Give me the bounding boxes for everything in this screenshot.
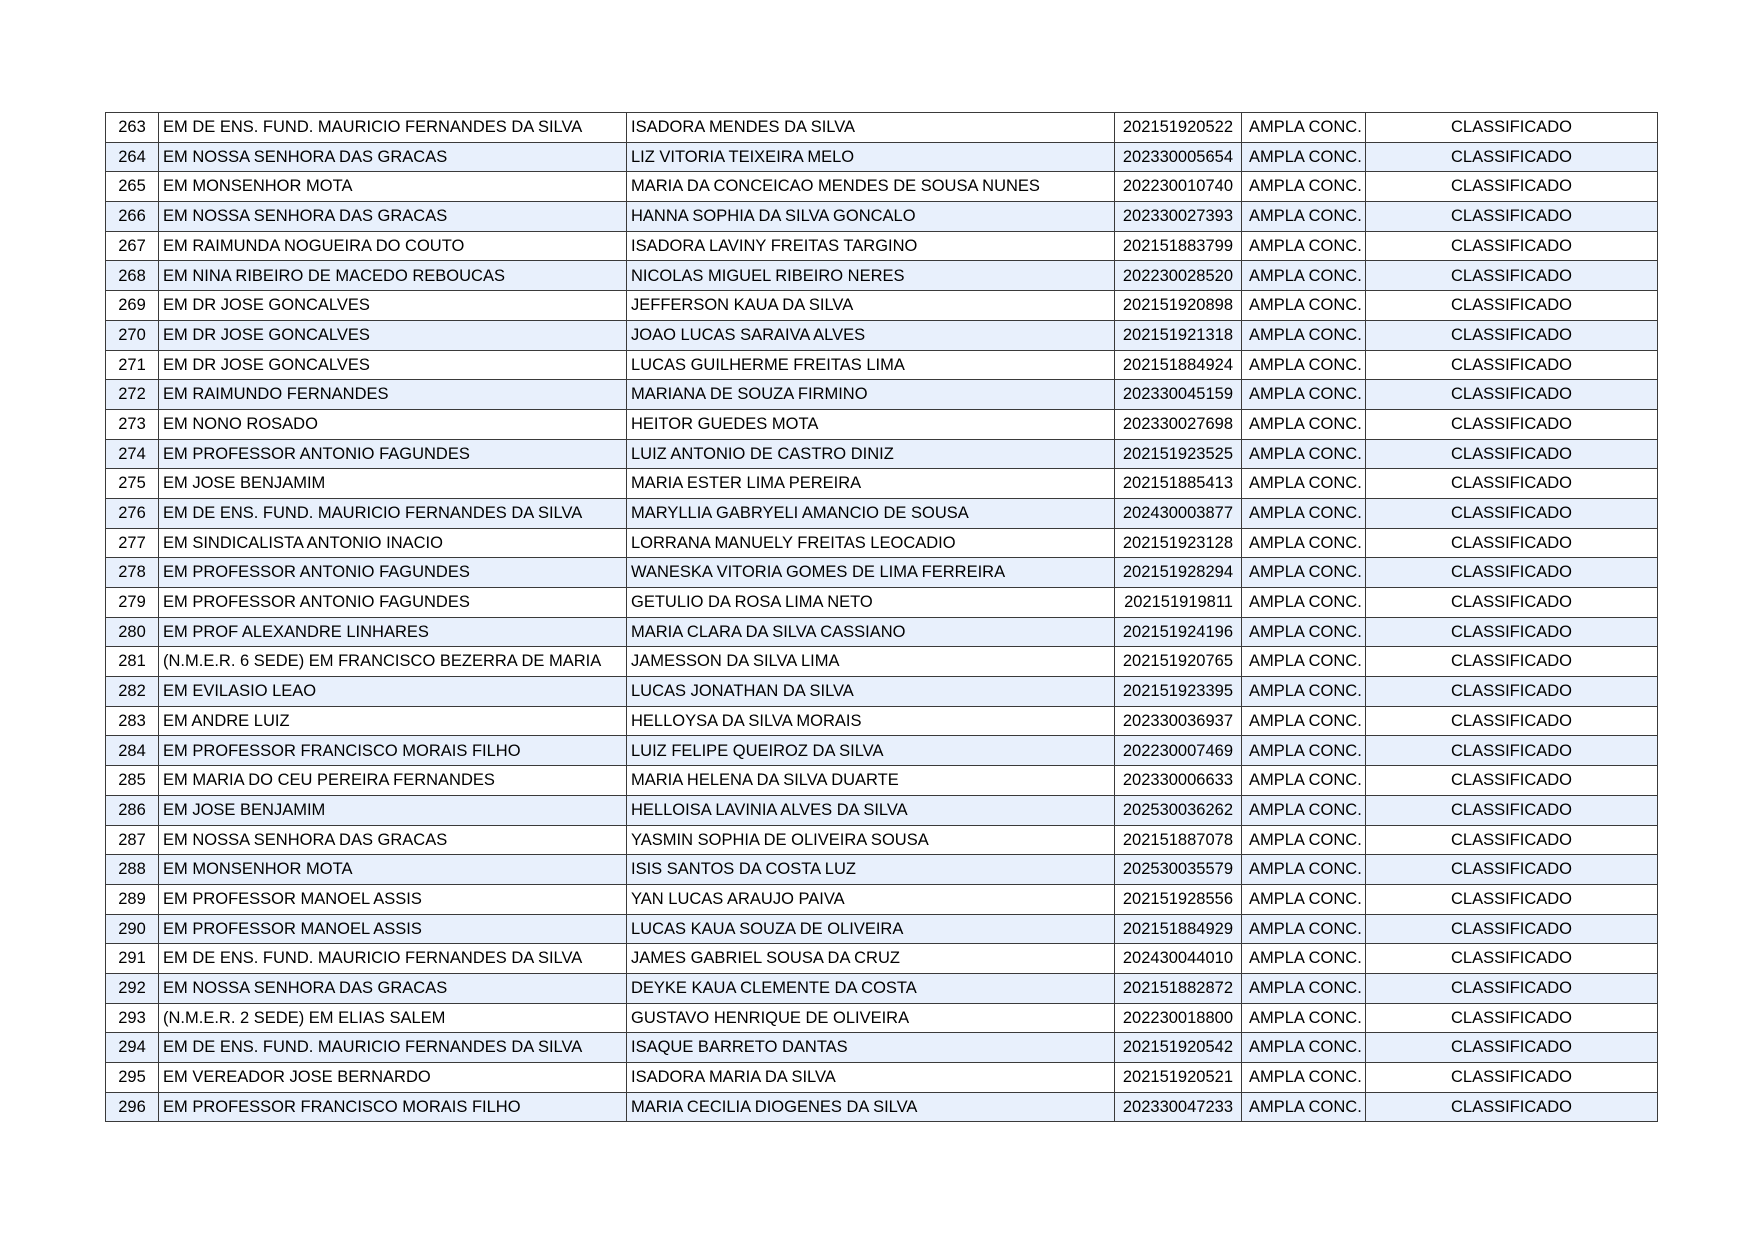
registration-code: 202330045159 (1115, 380, 1242, 410)
school-name: EM PROFESSOR ANTONIO FAGUNDES (159, 558, 627, 588)
registration-code: 202151884924 (1115, 350, 1242, 380)
school-name: (N.M.E.R. 2 SEDE) EM ELIAS SALEM (159, 1003, 627, 1033)
registration-code: 202430003877 (1115, 498, 1242, 528)
registration-code: 202330036937 (1115, 706, 1242, 736)
table-row (106, 855, 1658, 885)
registration-code: 202151882872 (1115, 973, 1242, 1003)
row-number: 267 (106, 231, 159, 261)
table-row (106, 617, 1658, 647)
row-number: 281 (106, 647, 159, 677)
row-number: 273 (106, 409, 159, 439)
row-number: 277 (106, 528, 159, 558)
school-name: EM MARIA DO CEU PEREIRA FERNANDES (159, 766, 627, 796)
status-cell: CLASSIFICADO (1366, 1033, 1658, 1063)
school-name: EM JOSE BENJAMIM (159, 469, 627, 499)
registration-code: 202151921318 (1115, 320, 1242, 350)
student-name: LORRANA MANUELY FREITAS LEOCADIO (627, 528, 1115, 558)
student-name: MARIA CECILIA DIOGENES DA SILVA (627, 1092, 1115, 1122)
quota-category: AMPLA CONC. (1242, 1033, 1366, 1063)
row-number: 266 (106, 202, 159, 232)
quota-category: AMPLA CONC. (1242, 350, 1366, 380)
student-name: JAMES GABRIEL SOUSA DA CRUZ (627, 944, 1115, 974)
quota-category: AMPLA CONC. (1242, 231, 1366, 261)
student-name: GETULIO DA ROSA LIMA NETO (627, 588, 1115, 618)
table-row (106, 677, 1658, 707)
table-row (106, 588, 1658, 618)
status-cell: CLASSIFICADO (1366, 320, 1658, 350)
status-cell: CLASSIFICADO (1366, 944, 1658, 974)
table-row (106, 380, 1658, 410)
status-cell: CLASSIFICADO (1366, 261, 1658, 291)
school-name: EM PROFESSOR MANOEL ASSIS (159, 914, 627, 944)
school-name: EM PROFESSOR FRANCISCO MORAIS FILHO (159, 1092, 627, 1122)
table-row (106, 973, 1658, 1003)
table-row (106, 914, 1658, 944)
status-cell: CLASSIFICADO (1366, 291, 1658, 321)
row-number: 268 (106, 261, 159, 291)
table-row (106, 558, 1658, 588)
status-cell: CLASSIFICADO (1366, 469, 1658, 499)
table-row (106, 825, 1658, 855)
registration-code: 202151923128 (1115, 528, 1242, 558)
quota-category: AMPLA CONC. (1242, 498, 1366, 528)
quota-category: AMPLA CONC. (1242, 795, 1366, 825)
registration-code: 202230028520 (1115, 261, 1242, 291)
row-number: 269 (106, 291, 159, 321)
registration-code: 202151919811 (1115, 588, 1242, 618)
table-row (106, 706, 1658, 736)
registration-code: 202151928294 (1115, 558, 1242, 588)
status-cell: CLASSIFICADO (1366, 1063, 1658, 1093)
school-name: EM DE ENS. FUND. MAURICIO FERNANDES DA SILVA (159, 113, 627, 143)
results-sheet (105, 112, 1657, 1122)
table-row (106, 172, 1658, 202)
status-cell: CLASSIFICADO (1366, 498, 1658, 528)
school-name: EM MONSENHOR MOTA (159, 855, 627, 885)
row-number: 278 (106, 558, 159, 588)
school-name: EM PROFESSOR ANTONIO FAGUNDES (159, 439, 627, 469)
school-name: EM DE ENS. FUND. MAURICIO FERNANDES DA SILVA (159, 1033, 627, 1063)
student-name: JEFFERSON KAUA DA SILVA (627, 291, 1115, 321)
status-cell: CLASSIFICADO (1366, 528, 1658, 558)
school-name: EM RAIMUNDA NOGUEIRA DO COUTO (159, 231, 627, 261)
registration-code: 202230018800 (1115, 1003, 1242, 1033)
quota-category: AMPLA CONC. (1242, 1003, 1366, 1033)
quota-category: AMPLA CONC. (1242, 944, 1366, 974)
table-row (106, 1033, 1658, 1063)
quota-category: AMPLA CONC. (1242, 647, 1366, 677)
school-name: EM RAIMUNDO FERNANDES (159, 380, 627, 410)
student-name: MARIA ESTER LIMA PEREIRA (627, 469, 1115, 499)
quota-category: AMPLA CONC. (1242, 736, 1366, 766)
status-cell: CLASSIFICADO (1366, 914, 1658, 944)
row-number: 272 (106, 380, 159, 410)
registration-code: 202530035579 (1115, 855, 1242, 885)
registration-code: 202151920765 (1115, 647, 1242, 677)
student-name: HANNA SOPHIA DA SILVA GONCALO (627, 202, 1115, 232)
registration-code: 202330047233 (1115, 1092, 1242, 1122)
row-number: 271 (106, 350, 159, 380)
quota-category: AMPLA CONC. (1242, 1063, 1366, 1093)
school-name: EM DE ENS. FUND. MAURICIO FERNANDES DA SILVA (159, 498, 627, 528)
student-name: LUCAS JONATHAN DA SILVA (627, 677, 1115, 707)
table-row (106, 469, 1658, 499)
registration-code: 202330027698 (1115, 409, 1242, 439)
registration-code: 202151924196 (1115, 617, 1242, 647)
status-cell: CLASSIFICADO (1366, 973, 1658, 1003)
table-row (106, 409, 1658, 439)
quota-category: AMPLA CONC. (1242, 320, 1366, 350)
row-number: 263 (106, 113, 159, 143)
registration-code: 202330006633 (1115, 766, 1242, 796)
registration-code: 202151920522 (1115, 113, 1242, 143)
school-name: EM VEREADOR JOSE BERNARDO (159, 1063, 627, 1093)
student-name: MARIA CLARA DA SILVA CASSIANO (627, 617, 1115, 647)
school-name: EM ANDRE LUIZ (159, 706, 627, 736)
status-cell: CLASSIFICADO (1366, 113, 1658, 143)
status-cell: CLASSIFICADO (1366, 409, 1658, 439)
quota-category: AMPLA CONC. (1242, 766, 1366, 796)
status-cell: CLASSIFICADO (1366, 172, 1658, 202)
table-row (106, 320, 1658, 350)
status-cell: CLASSIFICADO (1366, 825, 1658, 855)
school-name: EM JOSE BENJAMIM (159, 795, 627, 825)
quota-category: AMPLA CONC. (1242, 677, 1366, 707)
student-name: MARYLLIA GABRYELI AMANCIO DE SOUSA (627, 498, 1115, 528)
registration-code: 202430044010 (1115, 944, 1242, 974)
status-cell: CLASSIFICADO (1366, 677, 1658, 707)
school-name: EM NINA RIBEIRO DE MACEDO REBOUCAS (159, 261, 627, 291)
school-name: EM MONSENHOR MOTA (159, 172, 627, 202)
table-row (106, 736, 1658, 766)
status-cell: CLASSIFICADO (1366, 142, 1658, 172)
student-name: HELLOISA LAVINIA ALVES DA SILVA (627, 795, 1115, 825)
table-row (106, 142, 1658, 172)
status-cell: CLASSIFICADO (1366, 350, 1658, 380)
quota-category: AMPLA CONC. (1242, 113, 1366, 143)
table-row (106, 766, 1658, 796)
quota-category: AMPLA CONC. (1242, 202, 1366, 232)
student-name: WANESKA VITORIA GOMES DE LIMA FERREIRA (627, 558, 1115, 588)
registration-code: 202151887078 (1115, 825, 1242, 855)
table-row (106, 884, 1658, 914)
quota-category: AMPLA CONC. (1242, 261, 1366, 291)
student-name: GUSTAVO HENRIQUE DE OLIVEIRA (627, 1003, 1115, 1033)
status-cell: CLASSIFICADO (1366, 766, 1658, 796)
quota-category: AMPLA CONC. (1242, 855, 1366, 885)
registration-code: 202151920521 (1115, 1063, 1242, 1093)
quota-category: AMPLA CONC. (1242, 706, 1366, 736)
student-name: ISADORA MARIA DA SILVA (627, 1063, 1115, 1093)
table-row (106, 350, 1658, 380)
quota-category: AMPLA CONC. (1242, 469, 1366, 499)
quota-category: AMPLA CONC. (1242, 588, 1366, 618)
table-row (106, 291, 1658, 321)
student-name: LUCAS KAUA SOUZA DE OLIVEIRA (627, 914, 1115, 944)
quota-category: AMPLA CONC. (1242, 528, 1366, 558)
row-number: 285 (106, 766, 159, 796)
school-name: EM PROFESSOR FRANCISCO MORAIS FILHO (159, 736, 627, 766)
status-cell: CLASSIFICADO (1366, 647, 1658, 677)
table-row (106, 1063, 1658, 1093)
quota-category: AMPLA CONC. (1242, 558, 1366, 588)
table-row (106, 944, 1658, 974)
student-name: ISAQUE BARRETO DANTAS (627, 1033, 1115, 1063)
table-row (106, 113, 1658, 143)
quota-category: AMPLA CONC. (1242, 617, 1366, 647)
student-name: DEYKE KAUA CLEMENTE DA COSTA (627, 973, 1115, 1003)
school-name: EM DE ENS. FUND. MAURICIO FERNANDES DA SILVA (159, 944, 627, 974)
school-name: (N.M.E.R. 6 SEDE) EM FRANCISCO BEZERRA DE MARIA (159, 647, 627, 677)
student-name: MARIANA DE SOUZA FIRMINO (627, 380, 1115, 410)
school-name: EM NOSSA SENHORA DAS GRACAS (159, 142, 627, 172)
school-name: EM DR JOSE GONCALVES (159, 320, 627, 350)
school-name: EM SINDICALISTA ANTONIO INACIO (159, 528, 627, 558)
row-number: 295 (106, 1063, 159, 1093)
status-cell: CLASSIFICADO (1366, 231, 1658, 261)
registration-code: 202330027393 (1115, 202, 1242, 232)
registration-code: 202230010740 (1115, 172, 1242, 202)
quota-category: AMPLA CONC. (1242, 291, 1366, 321)
registration-code: 202151885413 (1115, 469, 1242, 499)
student-name: HELLOYSA DA SILVA MORAIS (627, 706, 1115, 736)
quota-category: AMPLA CONC. (1242, 973, 1366, 1003)
row-number: 280 (106, 617, 159, 647)
student-name: JAMESSON DA SILVA LIMA (627, 647, 1115, 677)
quota-category: AMPLA CONC. (1242, 409, 1366, 439)
student-name: YASMIN SOPHIA DE OLIVEIRA SOUSA (627, 825, 1115, 855)
classification-table (105, 112, 1658, 1122)
row-number: 287 (106, 825, 159, 855)
school-name: EM NONO ROSADO (159, 409, 627, 439)
quota-category: AMPLA CONC. (1242, 142, 1366, 172)
table-row (106, 202, 1658, 232)
table-row (106, 498, 1658, 528)
row-number: 279 (106, 588, 159, 618)
student-name: NICOLAS MIGUEL RIBEIRO NERES (627, 261, 1115, 291)
row-number: 294 (106, 1033, 159, 1063)
student-name: HEITOR GUEDES MOTA (627, 409, 1115, 439)
school-name: EM NOSSA SENHORA DAS GRACAS (159, 825, 627, 855)
table-row (106, 261, 1658, 291)
status-cell: CLASSIFICADO (1366, 617, 1658, 647)
status-cell: CLASSIFICADO (1366, 588, 1658, 618)
row-number: 284 (106, 736, 159, 766)
school-name: EM NOSSA SENHORA DAS GRACAS (159, 973, 627, 1003)
table-row (106, 795, 1658, 825)
status-cell: CLASSIFICADO (1366, 1003, 1658, 1033)
registration-code: 202151920898 (1115, 291, 1242, 321)
student-name: ISADORA LAVINY FREITAS TARGINO (627, 231, 1115, 261)
row-number: 290 (106, 914, 159, 944)
student-name: ISIS SANTOS DA COSTA LUZ (627, 855, 1115, 885)
student-name: LUIZ ANTONIO DE CASTRO DINIZ (627, 439, 1115, 469)
status-cell: CLASSIFICADO (1366, 380, 1658, 410)
registration-code: 202230007469 (1115, 736, 1242, 766)
quota-category: AMPLA CONC. (1242, 914, 1366, 944)
quota-category: AMPLA CONC. (1242, 380, 1366, 410)
quota-category: AMPLA CONC. (1242, 172, 1366, 202)
student-name: MARIA DA CONCEICAO MENDES DE SOUSA NUNES (627, 172, 1115, 202)
registration-code: 202151923525 (1115, 439, 1242, 469)
registration-code: 202530036262 (1115, 795, 1242, 825)
status-cell: CLASSIFICADO (1366, 558, 1658, 588)
school-name: EM PROF ALEXANDRE LINHARES (159, 617, 627, 647)
row-number: 292 (106, 973, 159, 1003)
status-cell: CLASSIFICADO (1366, 1092, 1658, 1122)
row-number: 275 (106, 469, 159, 499)
table-row (106, 439, 1658, 469)
status-cell: CLASSIFICADO (1366, 706, 1658, 736)
quota-category: AMPLA CONC. (1242, 1092, 1366, 1122)
status-cell: CLASSIFICADO (1366, 439, 1658, 469)
student-name: ISADORA MENDES DA SILVA (627, 113, 1115, 143)
registration-code: 202151923395 (1115, 677, 1242, 707)
row-number: 282 (106, 677, 159, 707)
table-row (106, 1003, 1658, 1033)
row-number: 264 (106, 142, 159, 172)
table-row (106, 1092, 1658, 1122)
table-row (106, 231, 1658, 261)
row-number: 274 (106, 439, 159, 469)
status-cell: CLASSIFICADO (1366, 202, 1658, 232)
table-body (106, 113, 1658, 1122)
row-number: 286 (106, 795, 159, 825)
school-name: EM EVILASIO LEAO (159, 677, 627, 707)
quota-category: AMPLA CONC. (1242, 825, 1366, 855)
school-name: EM DR JOSE GONCALVES (159, 350, 627, 380)
row-number: 276 (106, 498, 159, 528)
status-cell: CLASSIFICADO (1366, 795, 1658, 825)
row-number: 291 (106, 944, 159, 974)
table-row (106, 528, 1658, 558)
student-name: MARIA HELENA DA SILVA DUARTE (627, 766, 1115, 796)
student-name: YAN LUCAS ARAUJO PAIVA (627, 884, 1115, 914)
student-name: LIZ VITORIA TEIXEIRA MELO (627, 142, 1115, 172)
student-name: JOAO LUCAS SARAIVA ALVES (627, 320, 1115, 350)
row-number: 283 (106, 706, 159, 736)
row-number: 270 (106, 320, 159, 350)
status-cell: CLASSIFICADO (1366, 884, 1658, 914)
registration-code: 202151920542 (1115, 1033, 1242, 1063)
quota-category: AMPLA CONC. (1242, 884, 1366, 914)
school-name: EM NOSSA SENHORA DAS GRACAS (159, 202, 627, 232)
row-number: 296 (106, 1092, 159, 1122)
row-number: 289 (106, 884, 159, 914)
table-row (106, 647, 1658, 677)
registration-code: 202151883799 (1115, 231, 1242, 261)
registration-code: 202151884929 (1115, 914, 1242, 944)
quota-category: AMPLA CONC. (1242, 439, 1366, 469)
row-number: 288 (106, 855, 159, 885)
student-name: LUIZ FELIPE QUEIROZ DA SILVA (627, 736, 1115, 766)
status-cell: CLASSIFICADO (1366, 855, 1658, 885)
school-name: EM DR JOSE GONCALVES (159, 291, 627, 321)
school-name: EM PROFESSOR MANOEL ASSIS (159, 884, 627, 914)
row-number: 265 (106, 172, 159, 202)
status-cell: CLASSIFICADO (1366, 736, 1658, 766)
student-name: LUCAS GUILHERME FREITAS LIMA (627, 350, 1115, 380)
school-name: EM PROFESSOR ANTONIO FAGUNDES (159, 588, 627, 618)
registration-code: 202151928556 (1115, 884, 1242, 914)
row-number: 293 (106, 1003, 159, 1033)
registration-code: 202330005654 (1115, 142, 1242, 172)
